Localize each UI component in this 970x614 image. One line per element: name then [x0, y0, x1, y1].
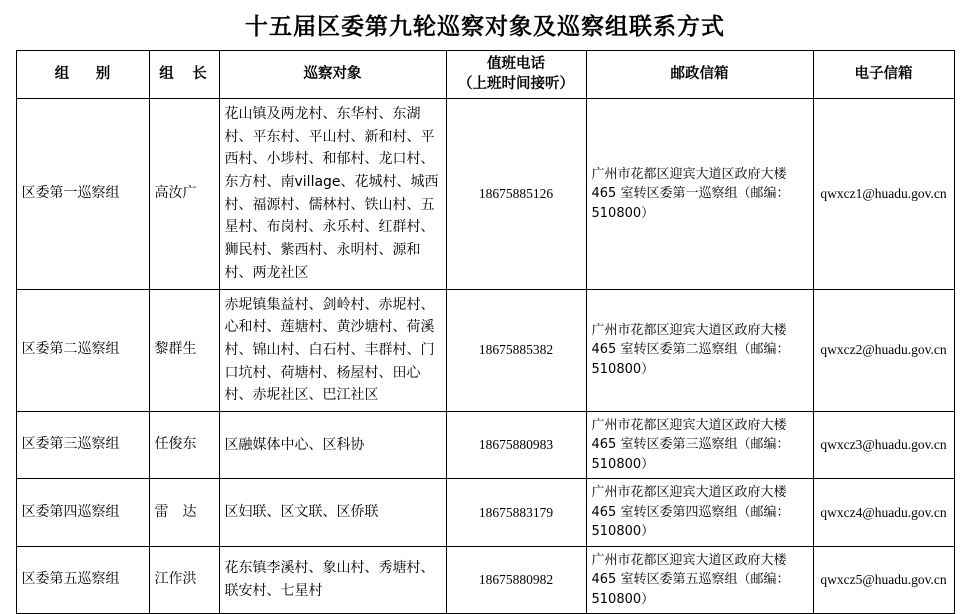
- cell-group: 区委第三巡察组: [16, 411, 149, 479]
- cell-email: qwxcz2@huadu.gov.cn: [813, 289, 954, 411]
- cell-phone: 18675885382: [446, 289, 586, 411]
- cell-postal: 广州市花都区迎宾大道区政府大楼 465 室转区委第二巡察组（邮编：510800）: [586, 289, 813, 411]
- column-header-leader: 组 长: [149, 51, 219, 99]
- inspection-contacts-table: [16, 50, 955, 614]
- column-header-postal: 邮政信箱: [586, 51, 813, 99]
- cell-group: 区委第一巡察组: [16, 99, 149, 289]
- cell-leader: 高汝广: [149, 99, 219, 289]
- cell-phone: 18675883179: [446, 479, 586, 547]
- cell-targets: 区融媒体中心、区科协: [219, 411, 446, 479]
- cell-leader: 黎群生: [149, 289, 219, 411]
- cell-group: 区委第二巡察组: [16, 289, 149, 411]
- cell-phone: 18675885126: [446, 99, 586, 289]
- cell-email: qwxcz3@huadu.gov.cn: [813, 411, 954, 479]
- page-title: 十五届区委第九轮巡察对象及巡察组联系方式: [245, 13, 725, 40]
- cell-postal: 广州市花都区迎宾大道区政府大楼 465 室转区委第五巡察组（邮编：510800）: [586, 546, 813, 614]
- cell-leader: 江作洪: [149, 546, 219, 614]
- cell-targets: 区妇联、区文联、区侨联: [219, 479, 446, 547]
- cell-targets: 赤坭镇集益村、剑岭村、赤坭村、心和村、莲塘村、黄沙塘村、荷溪村、锦山村、白石村、丰群村、门口坑村、荷塘村、杨屋村、田心村、赤坭社区、巴江社区: [219, 289, 446, 411]
- cell-targets: 花东镇李溪村、象山村、秀塘村、联安村、七星村: [219, 546, 446, 614]
- cell-group: 区委第五巡察组: [16, 546, 149, 614]
- cell-phone: 18675880982: [446, 546, 586, 614]
- cell-leader: 雷 达: [149, 479, 219, 547]
- cell-postal: 广州市花都区迎宾大道区政府大楼 465 室转区委第三巡察组（邮编：510800）: [586, 411, 813, 479]
- column-header-group: 组 别: [16, 51, 149, 99]
- cell-postal: 广州市花都区迎宾大道区政府大楼 465 室转区委第一巡察组（邮编：510800）: [586, 99, 813, 289]
- cell-phone: 18675880983: [446, 411, 586, 479]
- cell-email: qwxcz4@huadu.gov.cn: [813, 479, 954, 547]
- cell-group: 区委第四巡察组: [16, 479, 149, 547]
- cell-email: qwxcz5@huadu.gov.cn: [813, 546, 954, 614]
- table-header-row: [16, 51, 954, 99]
- table-row: [16, 546, 954, 614]
- table-row: [16, 99, 954, 289]
- column-header-phone-line2: （上班时间接听）: [458, 75, 574, 92]
- table-row: [16, 289, 954, 411]
- column-header-email: 电子信箱: [813, 51, 954, 99]
- cell-leader: 任俊东: [149, 411, 219, 479]
- column-header-phone: [446, 51, 586, 99]
- cell-email: qwxcz1@huadu.gov.cn: [813, 99, 954, 289]
- table-row: [16, 479, 954, 547]
- column-header-phone-line1: 值班电话: [487, 56, 545, 72]
- table-row: [16, 411, 954, 479]
- column-header-targets: 巡察对象: [219, 51, 446, 99]
- cell-targets: 花山镇及两龙村、东华村、东湖村、平东村、平山村、新和村、平西村、小埗村、和郁村、龙口村、东方村、南village、花城村、城西村、福源村、儒林村、铁山村、五星村、布岗村、永乐村、红群村、狮民村、紫西村、永明村、源和村、两龙社区: [219, 99, 446, 289]
- cell-postal: 广州市花都区迎宾大道区政府大楼 465 室转区委第四巡察组（邮编：510800）: [586, 479, 813, 547]
